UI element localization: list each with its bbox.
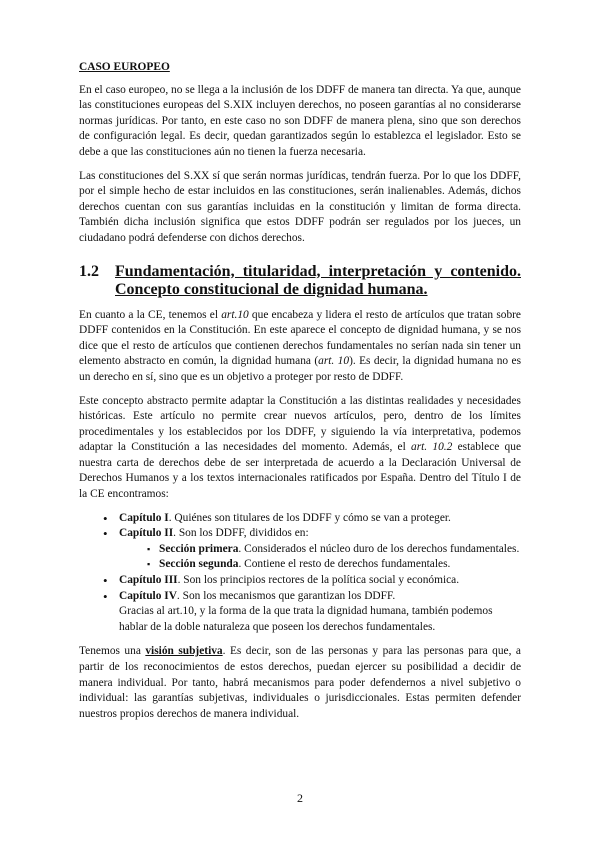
paragraph: Tenemos una visión subjetiva. Es decir, son de las personas y para las personas para que, a partir de los reconocimientos de estos derechos, puedan ejercer su posibilidad a decidir de manera individual. Por tanto, habrá mecanismos para poder defendernos a nivel subjetivo o individual: las garantías subjetivas, individuales o jurisdiccionales. Estas permiten defender nuestros propios derechos de manera individual.	[79, 645, 521, 720]
list-item: • Capítulo I. Quiénes son titulares de los DDFF y cómo se van a proteger.	[119, 511, 521, 527]
list-item: • Capítulo III. Son los principios rectores de la política social y económica.	[119, 573, 521, 589]
sublist-item: ▪ Sección segunda. Contiene el resto de derechos fundamentales.	[159, 557, 521, 573]
paragraph: En el caso europeo, no se llega a la inclusión de los DDFF de manera tan directa. Ya que, aunque las constituciones europeas del S.XIX incluyen derechos, no poseen garantías al no considerarse normas jurídicas. Por tanto, en este caso no son DDFF de manera plena, sino que son derechos de configuración legal. Es decir, quedan garantizados según lo establezca el legislador. Esto se debe a que las constituciones aún no tienen la fuerza necesaria.	[79, 83, 521, 158]
paragraph: Este concepto abstracto permite adaptar la Constitución a las distintas realidades y necesidades históricas. Este artículo no permite crear nuevos artículos, pero, dentro de los límites procedimentales y los establecidos por los DDFF, y siguiendo la vía interpretativa, podemos adaptar la Constitución a las necesidades del momento. Además, el art. 10.2 establece que nuestra carta de derechos debe de ser interpretada de acuerdo a la Declaración Universal de Derechos Humanos y a los textos internacionales ratificados por España. Dentro del Título I de la CE encontramos:	[79, 394, 522, 501]
section-title: Fundamentación, titularidad, interpretación y contenido. Concepto constitucional de dignidad humana.	[115, 262, 521, 298]
sublist-item: ▪ Sección primera. Considerados el núcleo duro de los derechos fundamentales.	[159, 542, 521, 558]
section-heading-1-2	[79, 263, 521, 299]
emphasized-term: visión subjetiva	[145, 645, 223, 658]
article-ref: art.10	[221, 308, 249, 321]
article-ref: art. 10.2	[411, 441, 453, 454]
list-continuation: Gracias al art.10, y la forma de la que trata la dignidad humana, también podemos hablar de la doble naturaleza que poseen los derechos fundamentales.	[119, 605, 493, 633]
paragraph: Las constituciones del S.XX sí que serán normas jurídicas, tendrán fuerza. Por lo que los DDFF, por el simple hecho de estar incluidos en las constituciones, serán inalienables. Además, dichos derechos cuentan con sus garantías incluidas en la constitución y limitan de forma directa. También dicha inclusión significa que estos DDFF podrán ser regulados por los jueces, un ciudadano podrá defenderse con dichos derechos.	[79, 169, 521, 244]
page-number: 2	[297, 791, 303, 805]
section-heading-caso-europeo: CASO EUROPEO	[79, 61, 170, 73]
article-ref: art. 10	[318, 355, 350, 368]
list-item: • Capítulo II. Son los DDFF, divididos en: ▪ Sección primera. Considerados el núcleo duro de los derechos fundamentales. ▪ Sección segunda. Contiene el resto de derechos fundamentales.	[119, 526, 521, 573]
section-sublist	[119, 542, 521, 573]
document-page	[79, 60, 521, 730]
list-item: • Capítulo IV. Son los mecanismos que garantizan los DDFF. Gracias al art.10, y la forma de la que trata la dignidad humana, también podemos hablar de la doble naturaleza que poseen los derechos fundamentales.	[119, 589, 521, 636]
paragraph: En cuanto a la CE, tenemos el art.10 que encabeza y lidera el resto de artículos que tratan sobre DDFF contenidos en la Constitución. En este aparece el concepto de dignidad humana, y se nos dice que el resto de artículos que contienen derechos fundamentales no serían nada sin tener un elemento abstracto en común, la dignidad humana (art. 10). Es decir, la dignidad humana no es un derecho en sí, sino que es un objetivo a proteger por resto de DDFF.	[79, 308, 522, 383]
chapter-list	[79, 511, 521, 636]
section-number: 1.2	[79, 262, 99, 280]
